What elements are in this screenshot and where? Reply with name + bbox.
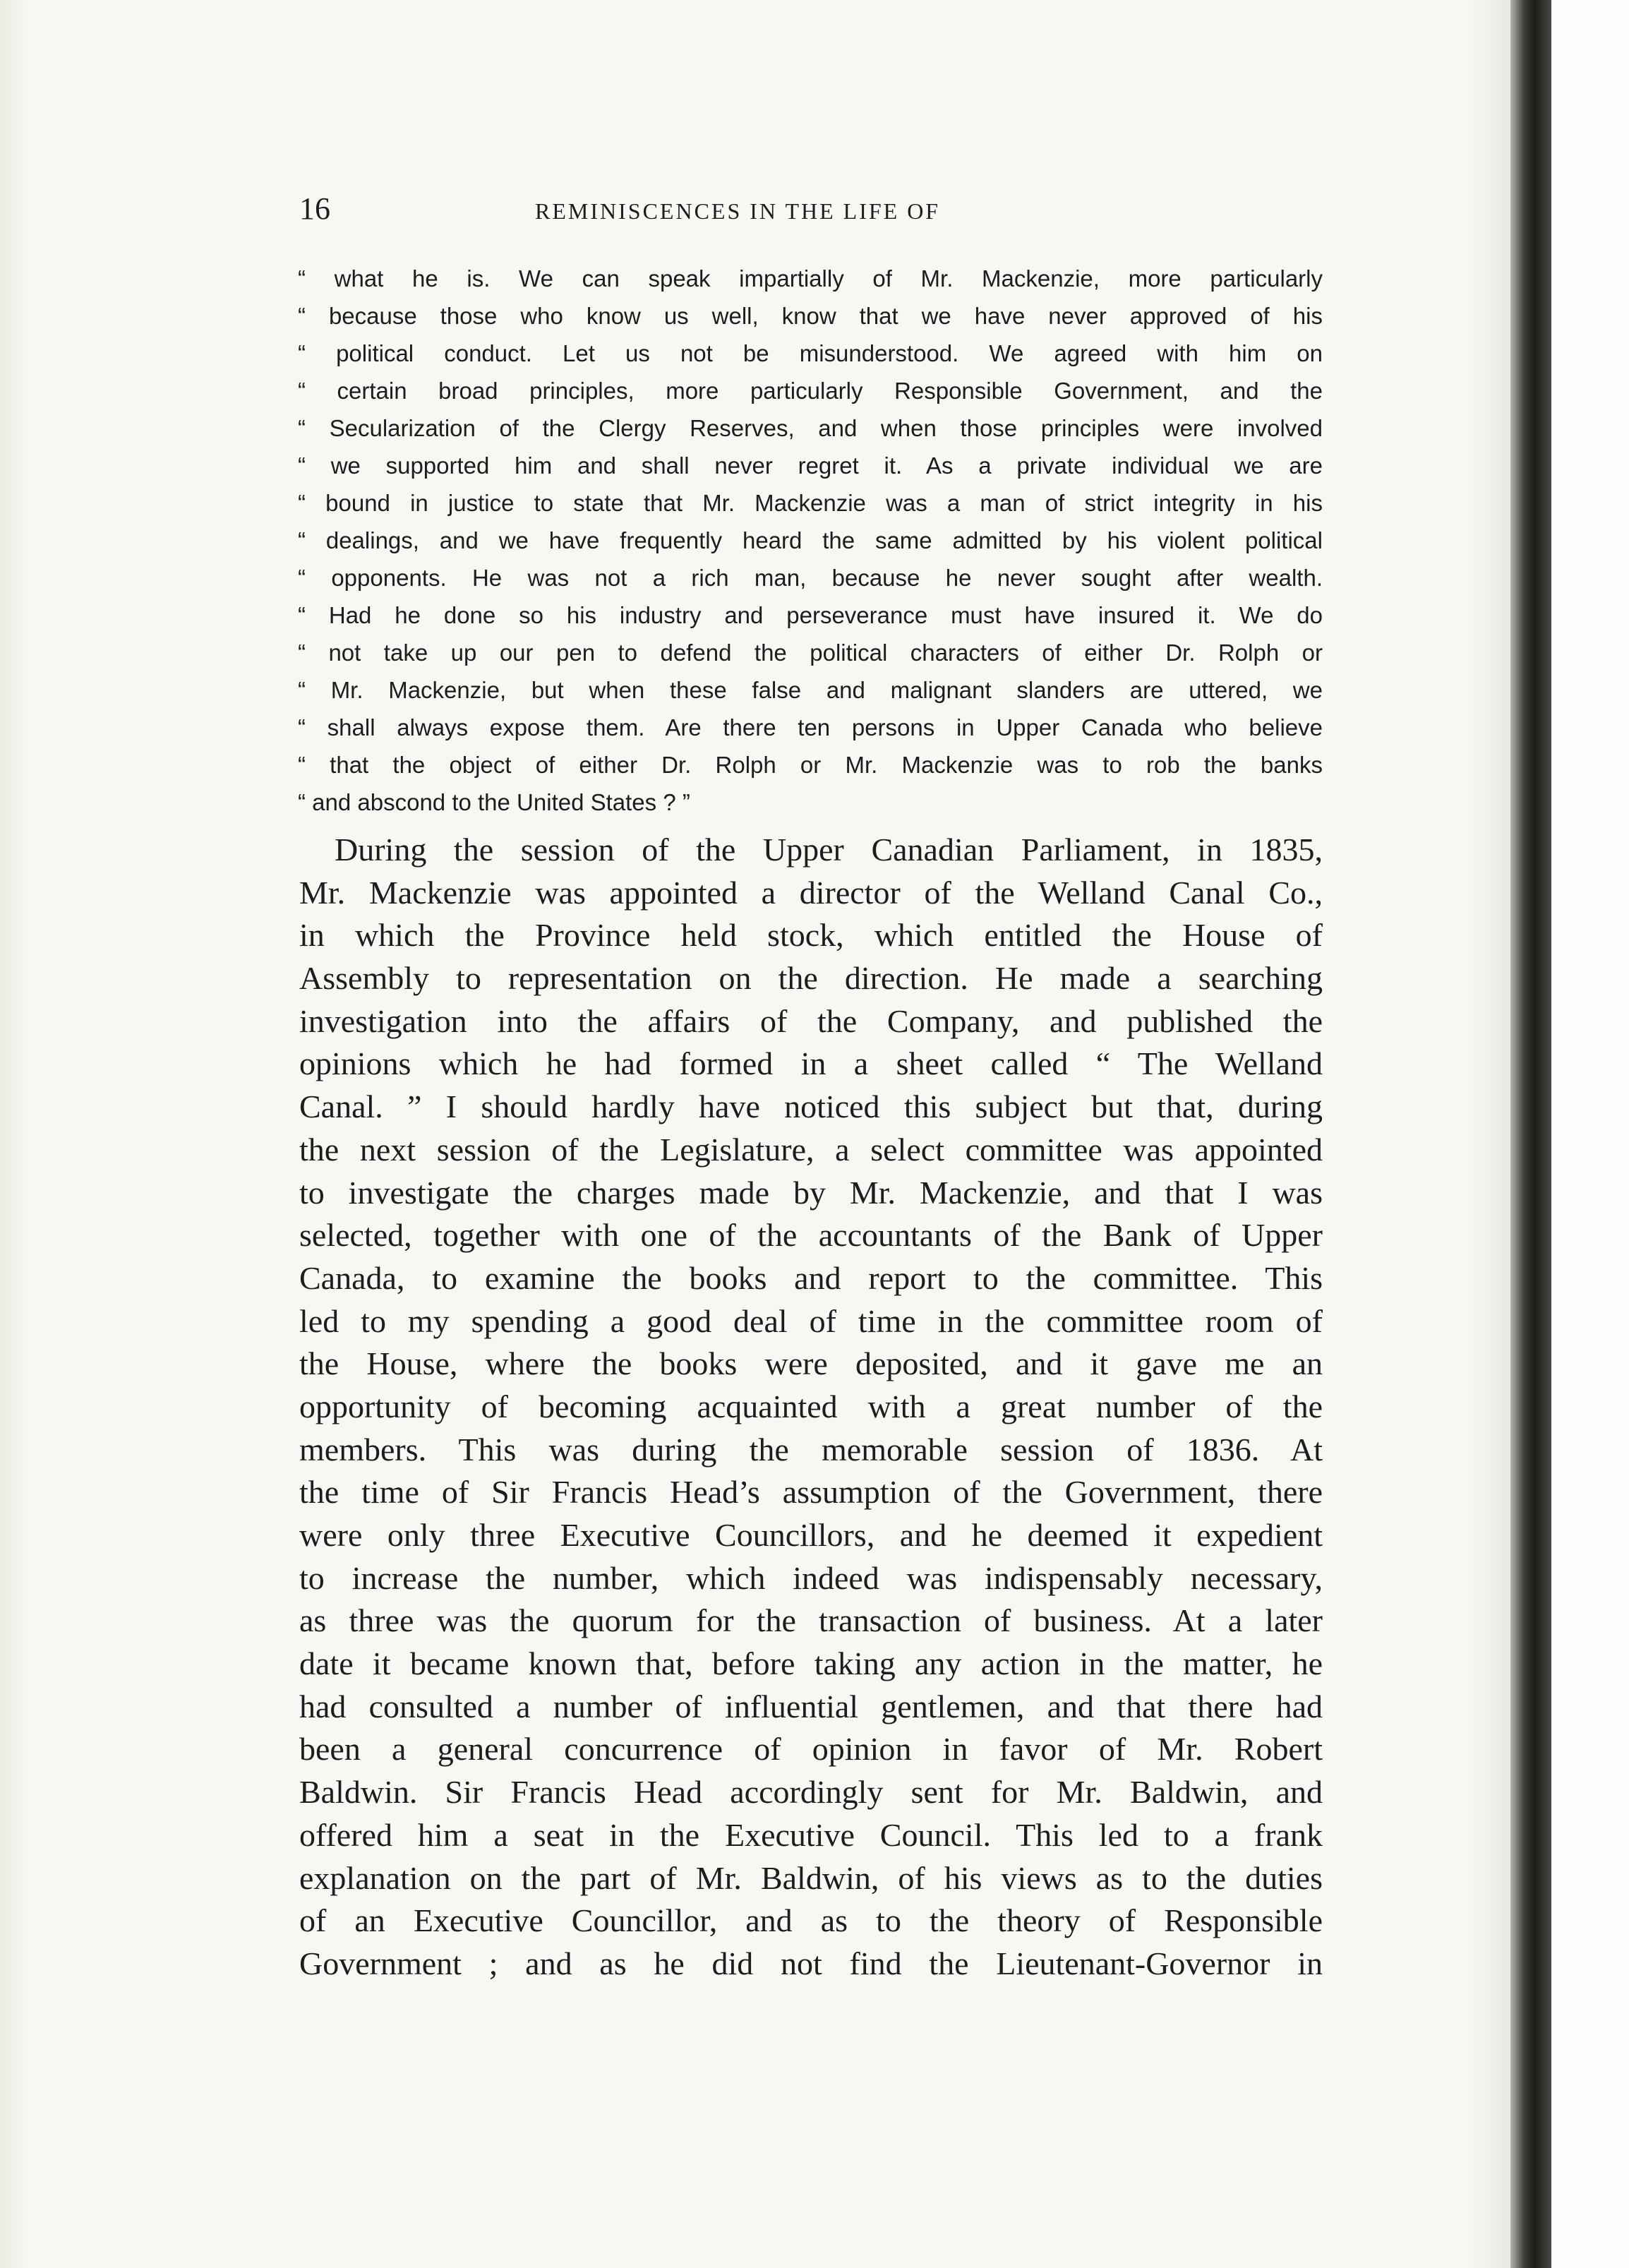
quote-line: “ Had he done so his industry and perseverance must have insured it. We do	[298, 602, 1323, 628]
body-line: Government ; and as he did not find the Lieutenant-Governor in	[299, 1945, 1323, 1981]
quote-line: “ political conduct. Let us not be misunderstood. We agreed with him on	[298, 340, 1323, 366]
right-page-edge	[1510, 0, 1551, 2268]
quote-line: “ because those who know us well, know that we have never approved of his	[298, 303, 1323, 329]
body-line: investigation into the affairs of the Company, and published the	[299, 1002, 1323, 1039]
body-line: as three was the quorum for the transaction of business. At a later	[299, 1602, 1323, 1639]
body-line: Canal. ” I should hardly have noticed this subject but that, during	[299, 1088, 1323, 1125]
body-line: selected, together with one of the accountants of the Bank of Upper	[299, 1217, 1323, 1254]
body-line: Canada, to examine the books and report to the committee. This	[299, 1259, 1323, 1296]
quote-line: “ Secularization of the Clergy Reserves, and when those principles were involved	[298, 415, 1323, 441]
body-line: opinions which he had formed in a sheet called “ The Welland	[299, 1045, 1323, 1082]
running-head: REMINISCENCES IN THE LIFE OF	[535, 198, 941, 224]
page-header	[299, 189, 1323, 229]
body-line: the House, where the books were deposited, and it gave me an	[299, 1345, 1323, 1382]
body-line: led to my spending a good deal of time in the committee room of	[299, 1302, 1323, 1339]
body-line: of an Executive Councillor, and as to the theory of Responsible	[299, 1902, 1323, 1939]
page-number: 16	[299, 191, 330, 226]
body-line: been a general concurrence of opinion in favor of Mr. Robert	[299, 1731, 1323, 1768]
body-line: explanation on the part of Mr. Baldwin, of his views as to the duties	[299, 1859, 1323, 1896]
body-line: date it became known that, before taking any action in the matter, he	[299, 1645, 1323, 1682]
body-line: the time of Sir Francis Head’s assumption of the Government, there	[299, 1474, 1323, 1511]
quote-line: “ we supported him and shall never regret it. As a private individual we are	[298, 452, 1323, 479]
body-line: Baldwin. Sir Francis Head accordingly sent for Mr. Baldwin, and	[299, 1774, 1323, 1811]
quote-line: “ certain broad principles, more particularly Responsible Government, and the	[298, 378, 1323, 404]
body-line: in which the Province held stock, which entitled the House of	[299, 917, 1323, 954]
body-line: the next session of the Legislature, a select committee was appointed	[299, 1131, 1323, 1168]
scan-margin	[1551, 0, 1629, 2268]
quote-line: “ opponents. He was not a rich man, because he never sought after wealth.	[298, 565, 1323, 591]
quoted-passage	[298, 260, 1323, 821]
body-line: members. This was during the memorable session of 1836. At	[299, 1431, 1323, 1468]
body-line: to investigate the charges made by Mr. Mackenzie, and that I was	[299, 1174, 1323, 1211]
body-paragraph	[299, 829, 1323, 1986]
body-line: Assembly to representation on the direction. He made a searching	[299, 960, 1323, 997]
quote-line: “ Mr. Mackenzie, but when these false and malignant slanders are uttered, we	[298, 677, 1323, 703]
body-line: had consulted a number of influential gentlemen, and that there had	[299, 1688, 1323, 1724]
body-line: were only three Executive Councillors, and he deemed it expedient	[299, 1517, 1323, 1553]
body-line: During the session of the Upper Canadian Parliament, in 1835,	[335, 832, 1323, 868]
quote-line: “ shall always expose them. Are there ten persons in Upper Canada who believe	[298, 714, 1323, 740]
quote-line: “ and abscond to the United States ? ”	[298, 789, 690, 815]
left-page-edge	[0, 0, 31, 2268]
quote-line: “ dealings, and we have frequently heard the same admitted by his violent political	[298, 527, 1323, 553]
body-line: to increase the number, which indeed was indispensably necessary,	[299, 1559, 1323, 1596]
quote-line: “ that the object of either Dr. Rolph or Mr. Mackenzie was to rob the banks	[298, 752, 1323, 778]
quote-line: “ what he is. We can speak impartially of Mr. Mackenzie, more particularly	[298, 265, 1323, 292]
quote-line: “ bound in justice to state that Mr. Mackenzie was a man of strict integrity in his	[298, 490, 1323, 516]
quote-line: “ not take up our pen to defend the political characters of either Dr. Rolph or	[298, 640, 1323, 666]
body-line: opportunity of becoming acquainted with a great number of the	[299, 1388, 1323, 1424]
body-line: offered him a seat in the Executive Council. This led to a frank	[299, 1816, 1323, 1853]
body-line: Mr. Mackenzie was appointed a director of the Welland Canal Co.,	[299, 874, 1323, 911]
